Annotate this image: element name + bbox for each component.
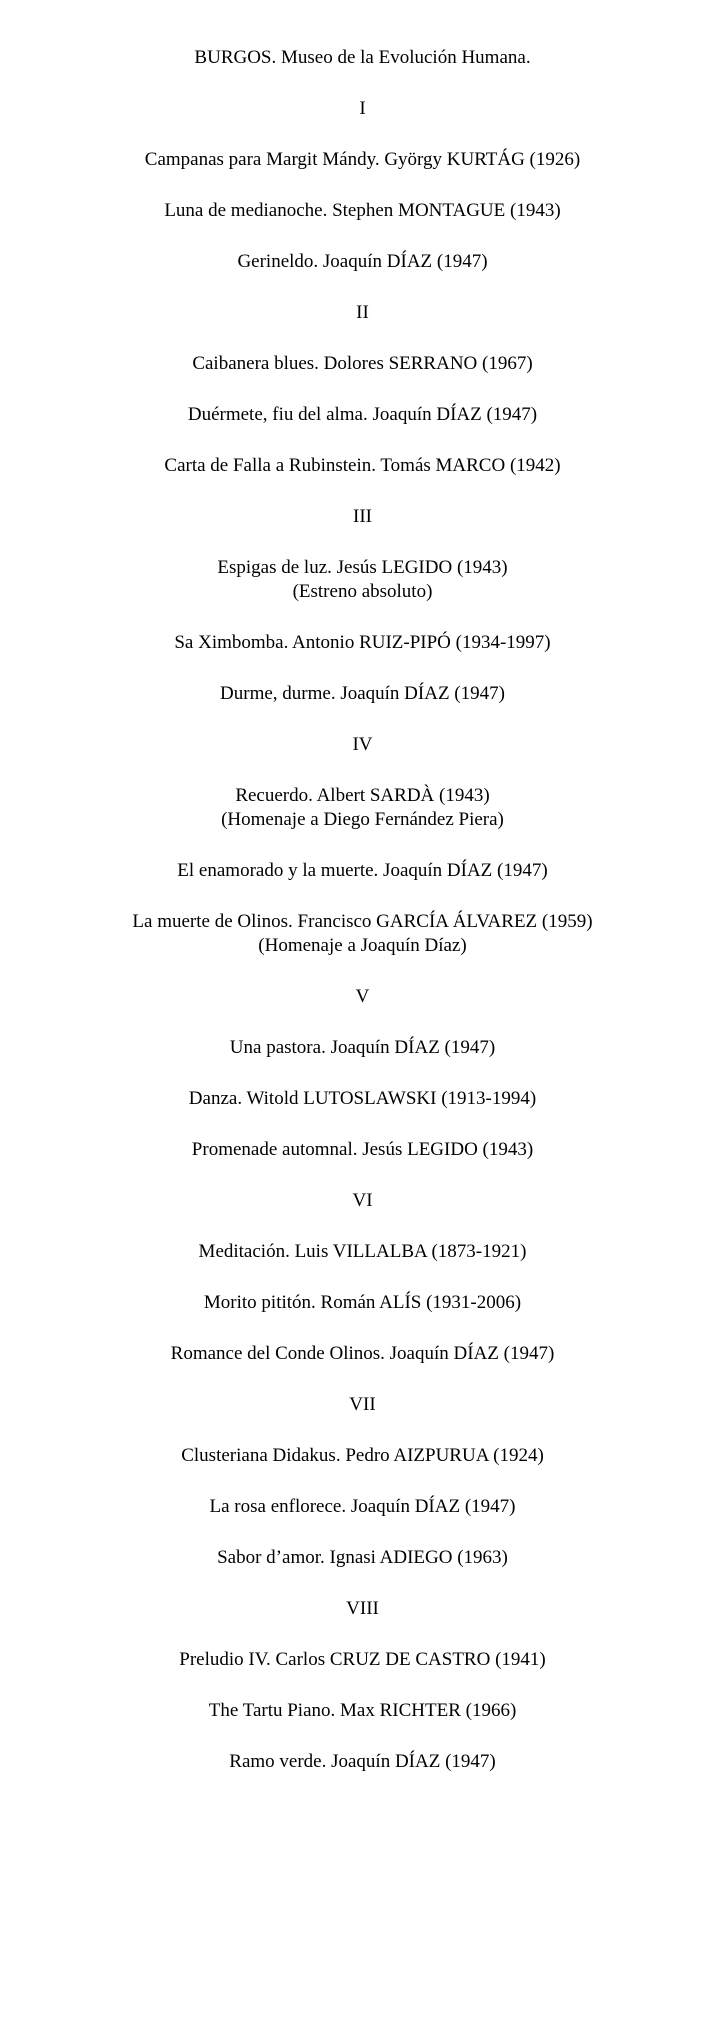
work-item: [0, 199, 725, 223]
document-title: BURGOS. Museo de la Evolución Humana.: [194, 47, 531, 68]
work-title: The Tartu Piano. Max RICHTER (1966): [208, 1700, 517, 1721]
work-item: [0, 1495, 725, 1519]
work-item: [0, 1342, 725, 1366]
section-numeral: I: [359, 98, 366, 119]
work-title: Luna de medianoche. Stephen MONTAGUE (1943): [164, 200, 561, 221]
work-title: Gerineldo. Joaquín DÍAZ (1947): [237, 251, 488, 272]
program-section-viii: [0, 1597, 725, 1774]
work-item: [0, 250, 725, 274]
program-section-iii: [0, 505, 725, 706]
work-title: Carta de Falla a Rubinstein. Tomás MARCO (1942): [164, 455, 561, 476]
work-title: El enamorado y la muerte. Joaquín DÍAZ (1947): [177, 860, 548, 881]
work-item: [0, 682, 725, 706]
program-section-ii: [0, 301, 725, 478]
work-title: Promenade automnal. Jesús LEGIDO (1943): [191, 1139, 534, 1160]
program-section-vi: [0, 1189, 725, 1366]
work-item: [0, 1036, 725, 1060]
work-item: [0, 1648, 725, 1672]
work-title: Espigas de luz. Jesús LEGIDO (1943): [217, 557, 508, 578]
work-note: (Homenaje a Joaquín Díaz): [258, 935, 467, 956]
work-title: Morito pititón. Román ALÍS (1931-2006): [203, 1292, 522, 1313]
work-title: Clusteriana Didakus. Pedro AIZPURUA (1924): [181, 1445, 544, 1466]
work-item: [0, 1138, 725, 1162]
work-item: [0, 556, 725, 604]
work-item: [0, 1699, 725, 1723]
section-numeral: V: [355, 986, 370, 1007]
work-title: La rosa enflorece. Joaquín DÍAZ (1947): [209, 1496, 516, 1517]
section-numeral: II: [356, 302, 369, 323]
work-item: [0, 784, 725, 832]
work-title: Duérmete, fiu del alma. Joaquín DÍAZ (1947): [187, 404, 538, 425]
work-item: [0, 1444, 725, 1468]
work-title: Caibanera blues. Dolores SERRANO (1967): [192, 353, 533, 374]
work-item: [0, 454, 725, 478]
work-note: (Homenaje a Diego Fernández Piera): [221, 809, 504, 830]
work-title: Danza. Witold LUTOSLAWSKI (1913-1994): [188, 1088, 537, 1109]
work-title: Campanas para Margit Mándy. György KURTÁG (1926): [144, 149, 581, 170]
work-item: [0, 403, 725, 427]
work-item: [0, 1240, 725, 1264]
program-section-iv: [0, 733, 725, 958]
work-item: [0, 148, 725, 172]
work-title: Recuerdo. Albert SARDÀ (1943): [235, 785, 490, 806]
work-item: [0, 631, 725, 655]
work-title: Romance del Conde Olinos. Joaquín DÍAZ (1947): [170, 1343, 555, 1364]
work-title: La muerte de Olinos. Francisco GARCÍA ÁLVAREZ (1959): [132, 911, 593, 932]
section-numeral: VIII: [346, 1598, 379, 1619]
program-section-v: [0, 985, 725, 1162]
work-item: [0, 1291, 725, 1315]
work-title: Durme, durme. Joaquín DÍAZ (1947): [220, 683, 505, 704]
work-title: Meditación. Luis VILLALBA (1873-1921): [198, 1241, 527, 1262]
work-title: Una pastora. Joaquín DÍAZ (1947): [229, 1037, 496, 1058]
work-title: Sa Ximbomba. Antonio RUIZ-PIPÓ (1934-1997): [174, 632, 551, 653]
work-title: Sabor d’amor. Ignasi ADIEGO (1963): [217, 1547, 508, 1568]
section-numeral: III: [353, 506, 372, 527]
work-item: [0, 352, 725, 376]
program-section-vii: [0, 1393, 725, 1570]
section-numeral: VI: [352, 1190, 373, 1211]
work-note: (Estreno absoluto): [292, 581, 433, 602]
work-item: [0, 910, 725, 958]
work-title: Ramo verde. Joaquín DÍAZ (1947): [229, 1751, 496, 1772]
section-numeral: IV: [352, 734, 373, 755]
work-item: [0, 1546, 725, 1570]
program-section-i: [0, 97, 725, 274]
work-item: [0, 1750, 725, 1774]
work-title: Preludio IV. Carlos CRUZ DE CASTRO (1941): [179, 1649, 546, 1670]
work-item: [0, 859, 725, 883]
work-item: [0, 1087, 725, 1111]
section-numeral: VII: [349, 1394, 376, 1415]
